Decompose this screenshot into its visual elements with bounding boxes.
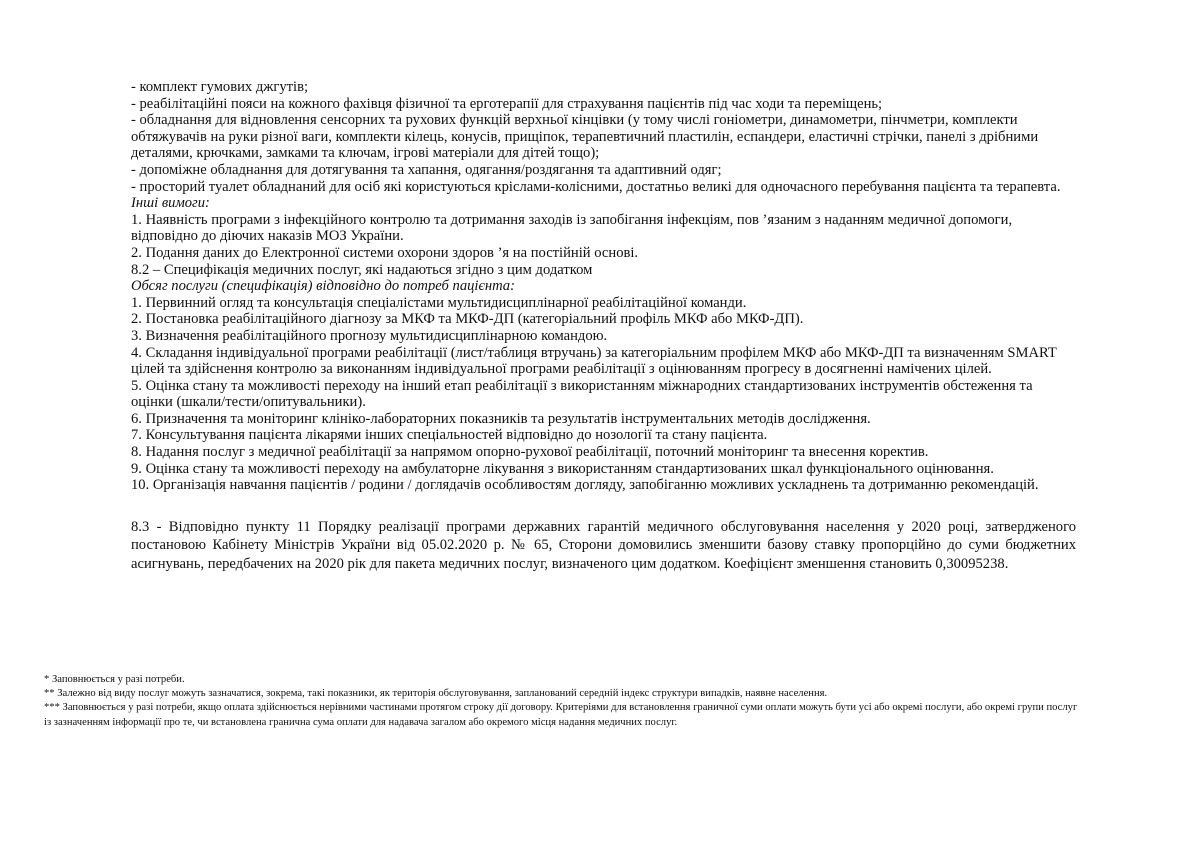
list-item: - реабілітаційні пояси на кожного фахівця фізичної та ерготерапії для страхування пацієнтів під час ходи та переміщень; — [131, 95, 883, 112]
list-item: - просторий туалет обладнаний для осіб які користуються кріслами-колісними, достатньо великі для одночасного перебування пацієнта та терапевта. — [131, 178, 1061, 195]
spec-item: 3. Визначення реабілітаційного прогнозу мультидисциплінарною командою. — [131, 327, 608, 344]
document-body — [131, 79, 1076, 574]
requirement-item: 2. Подання даних до Електронної системи охорони здоров ’я на постійній основі. — [131, 244, 639, 261]
spec-item: 5. Оцінка стану та можливості переходу на інший етап реабілітації з використанням міжнародних стандартизованих інструментів обстеження та оцінки (шкали/тести/опитувальники). — [131, 377, 1033, 411]
scope-heading: Обсяг послуги (специфікація) відповідно до потреб пацієнта: — [131, 278, 515, 295]
section-8-2-title: 8.2 – Специфікація медичних послуг, які надаються згідно з цим додатком — [131, 261, 593, 278]
spec-item: 2. Постановка реабілітаційного діагнозу за МКФ та МКФ-ДП (категоріальний профіль МКФ або МКФ-ДП). — [131, 311, 804, 328]
footnote: *** Заповнюється у разі потреби, якщо оплата здійснюється нерівними частинами протягом строку дії договору. Критеріями для встановлення граничної суми оплати можуть бути усі або окремі послуги, або окремі групи послуг із зазначенням інформації про те, чи встановлена гранична сума оплати для надавача загалом або окремого місця надання медичних послуг. — [44, 702, 1078, 728]
footnotes — [44, 673, 1084, 730]
list-item: - комплект гумових джгутів; — [131, 79, 309, 95]
spec-item: 7. Консультування пацієнта лікарями інших спеціальностей відповідно до нозології та стану пацієнта. — [131, 427, 768, 444]
other-requirements-heading: Інші вимоги: — [131, 195, 210, 212]
footnote: ** Залежно від виду послуг можуть зазначатися, зокрема, такі показники, як територія обслуговування, запланований середній індекс структури випадків, наявне населення. — [44, 688, 828, 700]
requirement-item: 1. Наявність програми з інфекційного контролю та дотримання заходів із запобігання інфекціям, пов ’язаним з наданням медичної допомоги, відповідно до діючих наказів МОЗ України. — [131, 211, 1013, 245]
footnote: * Заповнюється у разі потреби. — [44, 674, 185, 685]
spec-item: 10. Організація навчання пацієнтів / родини / доглядачів особливостям догляду, запобіганню можливих ускладнень та дотриманню рекомендацій. — [131, 477, 1039, 494]
spec-item: 4. Складання індивідуальної програми реабілітації (лист/таблиця втручань) за категоріальним профілем МКФ або МКФ-ДП та визначенням SMART цілей та здійснення контролю за виконанням індивідуальної програми реабілітації з оцінюванням прогресу в досягненні намічених цілей. — [131, 344, 1057, 378]
list-item: - обладнання для відновлення сенсорних та рухових функцій верхньої кінцівки (у тому числі гоніометри, динамометри, пінчметри, комплекти обтяжувачів на руки різної ваги, комплекти кілець, конусів, прищіпок, терапевтичний пластилін, еспандери, еластичні стрічки, панелі з дрібними деталями, крючками, замками та ключам, ігрові матеріали для дітей тощо); — [131, 112, 1039, 162]
section-8-3-paragraph: 8.3 - Відповідно пункту 11 Порядку реалізації програми державних гарантій медичного обслуговування населення у 2020 році, затвердженого постановою Кабінету Міністрів України від 05.02.2020 р. № 65, Сторони домовились зменшити базову ставку пропорційно до суми бюджетних асигнувань, передбачених на 2020 рік для пакета медичних послуг, визначеного цим додатком. Коефіцієнт зменшення становить 0,30095238. — [131, 518, 1076, 573]
spacer — [131, 494, 1076, 518]
spec-item: 1. Первинний огляд та консультація спеціалістами мультидисциплінарної реабілітаційної команди. — [131, 294, 747, 311]
list-item: - допоміжне обладнання для дотягування та хапання, одягання/роздягання та адаптивний одяг; — [131, 161, 722, 178]
spec-item: 6. Призначення та моніторинг клініко-лабораторних показників та результатів інструментальних методів дослідження. — [131, 410, 871, 427]
spec-item: 9. Оцінка стану та можливості переходу на амбулаторне лікування з використанням стандартизованих шкал функціонального оцінювання. — [131, 460, 994, 477]
spec-item: 8. Надання послуг з медичної реабілітації за напрямом опорно-рухової реабілітації, поточний моніторинг та внесення коректив. — [131, 444, 929, 461]
